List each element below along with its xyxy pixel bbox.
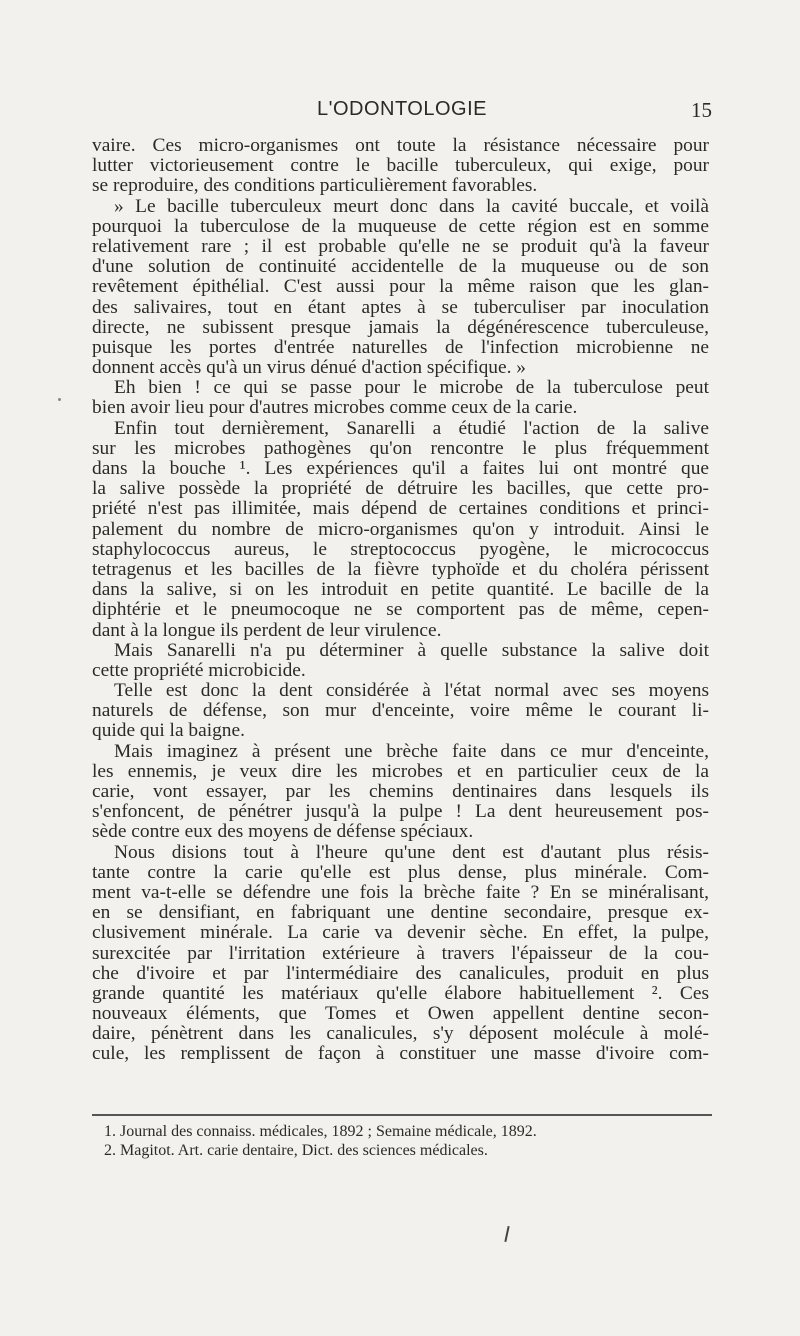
text-line: ment va-t-elle se défendre une fois la brèche faite ? En se minéralisant, xyxy=(92,881,709,903)
text-line: grande quantité les matériaux qu'elle élabore habituellement ². Ces xyxy=(92,982,709,1004)
body-text xyxy=(92,136,709,1065)
footnote-rule xyxy=(92,1114,712,1116)
text-line: revêtement épithélial. C'est aussi pour la même raison que les glan- xyxy=(92,276,709,298)
margin-mark xyxy=(58,398,61,401)
text-line: puisque les portes d'entrée naturelles de l'infection microbienne ne xyxy=(92,336,709,358)
text-line: pourquoi la tuberculose de la muqueuse de cette région est en somme xyxy=(92,215,709,237)
text-line: sède contre eux des moyens de défense spéciaux. xyxy=(92,821,474,843)
text-line: en se densifiant, en fabriquant une dentine secondaire, presque ex- xyxy=(92,902,709,924)
text-line: che d'ivoire et par l'intermédiaire des canalicules, produit en plus xyxy=(92,962,709,984)
text-line: sur les microbes pathogènes qu'on rencontre le plus fréquemment xyxy=(92,437,709,459)
text-line: les ennemis, je veux dire les microbes et en particulier ceux de la xyxy=(92,760,709,782)
text-line: quide qui la baigne. xyxy=(92,720,245,742)
text-line: clusivement minérale. La carie va devenir sèche. En effet, la pulpe, xyxy=(92,922,709,944)
text-line: directe, ne subissent presque jamais la dégénérescence tuberculeuse, xyxy=(92,316,709,338)
text-line: surexcitée par l'irritation extérieure à travers l'épaisseur de la cou- xyxy=(92,942,709,964)
text-line: nouveaux éléments, que Tomes et Owen appellent dentine secon- xyxy=(92,1003,709,1025)
text-line: Mais Sanarelli n'a pu déterminer à quelle substance la salive doit xyxy=(114,639,709,661)
text-line: dans la bouche ¹. Les expériences qu'il a faites lui ont montré que xyxy=(92,458,709,479)
text-line: se reproduire, des conditions particulièrement favorables. xyxy=(92,175,538,197)
text-line: Eh bien ! ce qui se passe pour le microbe de la tuberculose peut xyxy=(114,377,709,399)
text-line: des salivaires, tout en étant aptes à se tuberculiser par inoculation xyxy=(92,296,709,318)
text-line: palement du nombre de micro-organismes qu'on y introduit. Ainsi le xyxy=(92,518,709,540)
pencil-mark xyxy=(504,1226,509,1242)
footnotes xyxy=(104,1122,704,1160)
text-line: Enfin tout dernièrement, Sanarelli a étudié l'action de la salive xyxy=(114,417,709,439)
text-line: tetragenus et les bacilles de la fièvre typhoïde et du choléra périssent xyxy=(92,558,709,580)
text-line: Mais imaginez à présent une brèche faite dans ce mur d'enceinte, xyxy=(114,740,709,762)
text-line: carie, vont essayer, par les chemins dentinaires dans lesquels ils xyxy=(92,781,709,802)
page-number: 15 xyxy=(691,98,712,122)
text-line: s'enfoncent, de pénétrer jusqu'à la pulpe ! La dent heureusement pos- xyxy=(92,801,709,823)
running-head xyxy=(92,96,712,126)
text-line: diphtérie et le pneumocoque ne se comportent pas de même, cepen- xyxy=(92,599,709,621)
text-line: dant à la longue ils perdent de leur virulence. xyxy=(92,619,442,641)
text-line: cette propriété microbicide. xyxy=(92,659,306,681)
footnote-2: 2. Magitot. Art. carie dentaire, Dict. des sciences médicales. xyxy=(104,1142,488,1159)
text-line: tante contre la carie qu'elle est plus dense, plus minérale. Com- xyxy=(92,861,709,883)
text-line: Nous disions tout à l'heure qu'une dent est d'autant plus résis- xyxy=(114,841,709,863)
text-line: Telle est donc la dent considérée à l'état normal avec ses moyens xyxy=(114,680,709,702)
text-line: » Le bacille tuberculeux meurt donc dans la cavité buccale, et voilà xyxy=(114,195,709,217)
footnote-1: 1. Journal des connaiss. médicales, 1892 ; Semaine médicale, 1892. xyxy=(104,1123,537,1140)
text-line: naturels de défense, son mur d'enceinte, voire même le courant li- xyxy=(92,700,709,722)
text-line: vaire. Ces micro-organismes ont toute la résistance nécessaire pour xyxy=(92,135,709,156)
text-line: donnent accès qu'à un virus dénué d'action spécifique. » xyxy=(92,357,526,379)
text-line: daire, pénètrent dans les canalicules, s'y déposent molécule à molé- xyxy=(92,1023,709,1045)
text-line: staphylococcus aureus, le streptococcus pyogène, le micrococcus xyxy=(92,538,709,560)
text-line: lutter victorieusement contre le bacille tuberculeux, qui exige, pour xyxy=(92,155,709,177)
text-line: priété n'est pas illimitée, mais dépend de certaines conditions et princi- xyxy=(92,498,709,520)
text-line: d'une solution de continuité accidentelle de la muqueuse ou de son xyxy=(92,256,709,278)
text-line: cule, les remplissent de façon à constituer une masse d'ivoire com- xyxy=(92,1043,709,1065)
running-title: L'ODONTOLOGIE xyxy=(317,98,487,120)
text-line: dans la salive, si on les introduit en petite quantité. Le bacille de la xyxy=(92,579,709,601)
text-line: la salive possède la propriété de détruire les bacilles, que cette pro- xyxy=(92,478,709,500)
text-line: bien avoir lieu pour d'autres microbes comme ceux de la carie. xyxy=(92,397,578,419)
text-line: relativement rare ; il est probable qu'elle ne se produit qu'à la faveur xyxy=(92,235,709,257)
